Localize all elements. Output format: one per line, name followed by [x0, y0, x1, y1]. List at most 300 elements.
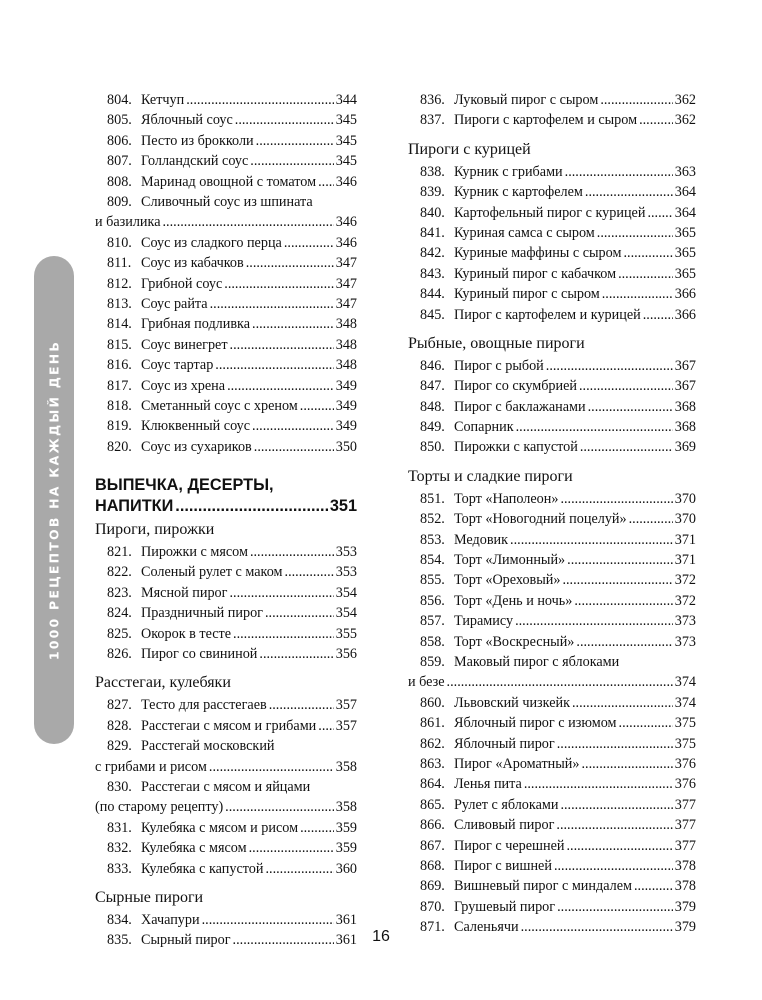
entry-number: 863. — [420, 755, 445, 772]
entry-title: Торт «День и ночь» — [454, 592, 573, 609]
toc-list-cheese-cont — [408, 90, 696, 131]
dot-leader — [565, 162, 673, 182]
entry-number: 832. — [107, 840, 132, 857]
entry-number: 833. — [107, 860, 132, 877]
entry-title: Соус из сладкого перца — [141, 234, 282, 251]
entry-page: 359 — [335, 840, 357, 857]
entry-title: Вишневый пирог с миндалем — [454, 878, 632, 895]
entry-title: Пирог с баклажанами — [454, 398, 586, 415]
toc-entry — [95, 172, 357, 192]
toc-entry — [408, 774, 696, 794]
subsection-heading: Пироги с курицей — [408, 140, 531, 158]
entry-page: 372 — [674, 592, 696, 609]
entry-title: Соус тартар — [141, 357, 214, 374]
entry-number: 870. — [420, 898, 445, 915]
entry-title-continued: и базилика — [95, 214, 161, 231]
entry-page: 377 — [674, 817, 696, 834]
toc-entry — [95, 335, 357, 355]
toc-entry — [95, 644, 357, 664]
dot-leader — [259, 644, 333, 664]
toc-list-rasstegai — [95, 695, 357, 736]
entry-page: 349 — [335, 377, 357, 394]
entry-number: 839. — [420, 184, 445, 201]
dot-leader — [566, 836, 672, 856]
entry-page: 373 — [674, 613, 696, 630]
entry-number: 866. — [420, 817, 445, 834]
entry-number: 837. — [420, 112, 445, 129]
toc-entry — [408, 591, 696, 611]
entry-title: Яблочный пирог с изюмом — [454, 715, 617, 732]
entry-number: 822. — [107, 564, 132, 581]
dot-leader — [318, 172, 334, 192]
entry-title: Сырный пирог — [141, 932, 231, 949]
dot-leader — [618, 264, 673, 284]
entry-page: 362 — [674, 112, 696, 129]
entry-number: 835. — [107, 932, 132, 949]
toc-entry-830 — [95, 777, 357, 818]
entry-number: 842. — [420, 245, 445, 262]
entry-number: 855. — [420, 572, 445, 589]
toc-entry — [408, 489, 696, 509]
dot-leader — [229, 583, 333, 603]
toc-entry — [95, 233, 357, 253]
dot-leader — [265, 603, 334, 623]
toc-entry — [95, 314, 357, 334]
entry-page: 346 — [335, 234, 357, 251]
dot-leader — [250, 542, 334, 562]
entry-page: 366 — [674, 286, 696, 303]
entry-title: Соус из кабачков — [141, 255, 244, 272]
entry-title-continued: и безе — [408, 674, 445, 691]
entry-number: 838. — [420, 163, 445, 180]
dot-leader — [567, 550, 673, 570]
entry-page: 368 — [674, 398, 696, 415]
entry-title: Торт «Новогодний поцелуй» — [454, 511, 627, 528]
entry-title: Пирог с картофелем и курицей — [454, 306, 641, 323]
toc-entry — [408, 734, 696, 754]
toc-entry — [95, 838, 357, 858]
entry-page: 364 — [674, 184, 696, 201]
entry-number: 848. — [420, 398, 445, 415]
toc-entry — [408, 110, 696, 130]
dot-leader — [210, 294, 334, 314]
entry-number: 805. — [107, 112, 132, 129]
entry-title: Маринад овощной с томатом — [141, 173, 317, 190]
entry-page: 368 — [674, 419, 696, 436]
toc-entry-809 — [95, 192, 357, 233]
entry-number: 836. — [420, 92, 445, 108]
entry-title: Пирог со скумбрией — [454, 378, 577, 395]
toc-entry — [95, 562, 357, 582]
toc-entry — [95, 253, 357, 273]
toc-entry — [408, 223, 696, 243]
entry-page: 358 — [335, 758, 357, 775]
entry-title: Торт «Ореховый» — [454, 572, 561, 589]
entry-page: 348 — [335, 316, 357, 333]
section-heading-line: НАПИТКИ — [95, 497, 174, 516]
entry-number: 815. — [107, 336, 132, 353]
toc-entry — [95, 416, 357, 436]
entry-page: 369 — [674, 439, 696, 456]
entry-number: 853. — [420, 531, 445, 548]
dot-leader — [597, 223, 673, 243]
entry-number: 869. — [420, 878, 445, 895]
entry-number: 825. — [107, 625, 132, 642]
dot-leader — [269, 695, 334, 715]
toc-entry — [408, 754, 696, 774]
entry-number: 862. — [420, 735, 445, 752]
entry-number: 857. — [420, 613, 445, 630]
entry-title: Яблочный соус — [141, 112, 233, 129]
entry-title: Картофельный пирог с курицей — [454, 204, 646, 221]
dot-leader — [647, 203, 672, 223]
entry-number: 851. — [420, 490, 445, 507]
dot-leader — [209, 757, 334, 777]
entry-title: Сливовый пирог — [454, 817, 555, 834]
entry-page: 347 — [335, 255, 357, 272]
entry-page: 376 — [674, 755, 696, 772]
entry-number: 859. — [420, 653, 445, 670]
page-number: 16 — [372, 928, 390, 945]
entry-number: 861. — [420, 715, 445, 732]
toc-entry — [408, 284, 696, 304]
entry-number: 810. — [107, 234, 132, 251]
entry-page: 365 — [674, 224, 696, 241]
subsection-heading: Рыбные, овощные пироги — [408, 334, 585, 352]
toc-entry — [408, 570, 696, 590]
toc-entry — [408, 815, 696, 835]
entry-page: 350 — [335, 438, 357, 455]
entry-number: 844. — [420, 286, 445, 303]
entry-title: Клюквенный соус — [141, 418, 251, 435]
dot-leader — [447, 672, 673, 692]
dot-leader — [227, 376, 334, 396]
entry-title: Сливочный соус из шпината — [141, 193, 313, 210]
toc-entry — [95, 90, 357, 110]
entry-title: Куриный пирог с сыром — [454, 286, 600, 303]
dot-leader — [639, 110, 673, 130]
entry-page: 360 — [335, 860, 357, 877]
dot-leader — [516, 417, 673, 437]
dot-leader — [546, 356, 673, 376]
entry-page: 347 — [335, 295, 357, 312]
entry-number: 807. — [107, 153, 132, 170]
entry-page: 344 — [335, 92, 357, 108]
entry-title: Львовский чизкейк — [454, 694, 570, 711]
toc-list-pirogi — [95, 542, 357, 664]
entry-page: 379 — [674, 898, 696, 915]
toc-entry — [95, 695, 357, 715]
entry-page: 354 — [335, 584, 357, 601]
entry-number: 821. — [107, 544, 132, 561]
entry-title: Пирог с рыбой — [454, 357, 544, 374]
entry-title: Луковый пирог с сыром — [454, 92, 599, 108]
entry-title: Куриный пирог с кабачком — [454, 265, 617, 282]
toc-entry — [408, 243, 696, 263]
entry-title: Пирог с вишней — [454, 857, 552, 874]
dot-leader — [585, 182, 673, 202]
dot-leader — [600, 90, 672, 110]
toc-list-sauces — [95, 90, 357, 192]
toc-entry — [408, 611, 696, 631]
toc-entry-829 — [95, 736, 357, 777]
toc-entry — [95, 355, 357, 375]
entry-title: Тирамису — [454, 613, 514, 630]
dot-leader — [602, 284, 673, 304]
toc-entry — [95, 583, 357, 603]
dot-leader — [265, 859, 333, 879]
entry-title: Кетчуп — [141, 92, 185, 108]
entry-number: 809. — [107, 193, 132, 210]
entry-page: 353 — [335, 544, 357, 561]
toc-entry — [95, 603, 357, 623]
entry-page: 365 — [674, 265, 696, 282]
dot-leader — [560, 489, 672, 509]
entry-title: Праздничный пирог — [141, 605, 263, 622]
dot-leader — [163, 212, 334, 232]
entry-page: 377 — [674, 837, 696, 854]
entry-number: 864. — [420, 776, 445, 793]
entry-number: 814. — [107, 316, 132, 333]
dot-leader — [560, 795, 672, 815]
dot-leader — [581, 754, 672, 774]
toc-entry — [408, 397, 696, 417]
dot-leader — [572, 693, 673, 713]
entry-page: 361 — [335, 911, 357, 928]
entry-title: Хачапури — [141, 911, 200, 928]
entry-page: 346 — [335, 173, 357, 190]
entry-title: Торт «Воскресный» — [454, 633, 575, 650]
entry-page: 375 — [674, 735, 696, 752]
entry-title: Соус из хрена — [141, 377, 226, 394]
entry-number: 817. — [107, 377, 132, 394]
entry-title: Соленый рулет с маком — [141, 564, 283, 581]
entry-number: 868. — [420, 857, 445, 874]
dot-leader — [524, 774, 673, 794]
entry-page: 370 — [674, 490, 696, 507]
dot-leader — [556, 815, 672, 835]
entry-title: Медовик — [454, 531, 509, 548]
entry-page: 363 — [674, 163, 696, 180]
entry-page: 355 — [335, 625, 357, 642]
entry-title: Кулебяка с капустой — [141, 860, 264, 877]
dot-leader — [224, 274, 333, 294]
entry-page: 345 — [335, 112, 357, 129]
toc-entry — [95, 151, 357, 171]
toc-entry — [408, 550, 696, 570]
section-heading-line: ВЫПЕЧКА, ДЕСЕРТЫ, — [95, 476, 274, 495]
entry-title: Голландский соус — [141, 153, 249, 170]
entry-title: Расстегай московский — [141, 738, 275, 755]
entry-number: 823. — [107, 584, 132, 601]
entry-title-continued: с грибами и рисом — [95, 758, 207, 775]
toc-entry — [408, 162, 696, 182]
entry-page: 367 — [674, 378, 696, 395]
section-page: 351 — [329, 497, 357, 516]
toc-column-left — [95, 90, 357, 951]
toc-entry — [408, 182, 696, 202]
toc-entry — [95, 110, 357, 130]
toc-entry — [408, 305, 696, 325]
entry-title: Расстегаи с мясом и яйцами — [141, 779, 311, 795]
toc-list-chicken — [408, 162, 696, 325]
entry-number: 852. — [420, 511, 445, 528]
entry-number: 871. — [420, 919, 445, 936]
entry-page: 348 — [335, 336, 357, 353]
entry-number: 834. — [107, 911, 132, 928]
entry-title: Пирожки с капустой — [454, 439, 578, 456]
entry-page: 346 — [335, 214, 357, 231]
entry-number: 804. — [107, 92, 132, 108]
entry-number: 820. — [107, 438, 132, 455]
entry-title: Пирог со свининой — [141, 646, 258, 663]
entry-page: 353 — [335, 564, 357, 581]
entry-page: 345 — [335, 153, 357, 170]
dot-leader — [175, 496, 328, 517]
dot-leader — [634, 876, 673, 896]
toc-entry — [408, 795, 696, 815]
entry-number: 847. — [420, 378, 445, 395]
entry-number: 806. — [107, 132, 132, 149]
toc-entry — [95, 376, 357, 396]
dot-leader — [318, 716, 333, 736]
dot-leader — [252, 314, 334, 334]
entry-title: Грибная подливка — [141, 316, 251, 333]
entry-page: 362 — [674, 92, 696, 108]
entry-number: 813. — [107, 295, 132, 312]
dot-leader — [557, 734, 673, 754]
entry-number: 843. — [420, 265, 445, 282]
entry-page: 376 — [674, 776, 696, 793]
dot-leader — [285, 562, 334, 582]
toc-entry — [408, 856, 696, 876]
toc-list-cakes — [408, 489, 696, 652]
entry-title: Торт «Наполеон» — [454, 490, 559, 507]
entry-page: 354 — [335, 605, 357, 622]
entry-page: 371 — [674, 552, 696, 569]
entry-title: Сметанный соус с хреном — [141, 397, 298, 414]
entry-number: 841. — [420, 224, 445, 241]
entry-title: Пироги с картофелем и сыром — [454, 112, 638, 129]
entry-number: 816. — [107, 357, 132, 374]
entry-title: Рулет с яблоками — [454, 796, 559, 813]
toc-entry — [95, 624, 357, 644]
dot-leader — [300, 818, 334, 838]
dot-leader — [250, 151, 333, 171]
entry-number: 819. — [107, 418, 132, 435]
entry-number: 831. — [107, 819, 132, 836]
entry-number: 829. — [107, 738, 132, 755]
entry-title: Соус винегрет — [141, 336, 228, 353]
toc-entry — [408, 356, 696, 376]
dot-leader — [623, 243, 672, 263]
dot-leader — [562, 570, 672, 590]
toc-list-sauces-2 — [95, 233, 357, 457]
entry-title: Торт «Лимонный» — [454, 552, 566, 569]
entry-title: Соус райта — [141, 295, 208, 312]
toc-entry — [408, 376, 696, 396]
entry-title: Кулебяка с мясом — [141, 840, 247, 857]
dot-leader — [574, 591, 672, 611]
dot-leader — [252, 416, 334, 436]
entry-page: 347 — [335, 275, 357, 292]
entry-page: 378 — [674, 878, 696, 895]
dot-leader — [515, 611, 673, 631]
toc-entry — [95, 396, 357, 416]
entry-page: 373 — [674, 633, 696, 650]
entry-page: 357 — [335, 717, 357, 734]
toc-entry — [95, 294, 357, 314]
entry-page: 349 — [335, 397, 357, 414]
entry-title: Песто из брокколи — [141, 132, 254, 149]
dot-leader — [300, 396, 334, 416]
dot-leader — [643, 305, 673, 325]
entry-page: 367 — [674, 357, 696, 374]
toc-column-right — [408, 90, 696, 937]
entry-title: Маковый пирог с яблоками — [454, 653, 620, 670]
side-tab-label: 1000 РЕЦЕПТОВ НА КАЖДЫЙ ДЕНЬ — [46, 339, 62, 661]
dot-leader — [629, 509, 673, 529]
entry-number: 808. — [107, 173, 132, 190]
entry-page: 377 — [674, 796, 696, 813]
dot-leader — [254, 437, 334, 457]
entry-number: 827. — [107, 697, 132, 714]
toc-entry — [408, 417, 696, 437]
entry-number: 850. — [420, 439, 445, 456]
toc-entry — [95, 542, 357, 562]
dot-leader — [557, 897, 673, 917]
toc-entry — [408, 632, 696, 652]
toc-entry — [408, 693, 696, 713]
dot-leader — [619, 713, 673, 733]
entry-title: Куриная самса с сыром — [454, 224, 595, 241]
entry-page: 375 — [674, 715, 696, 732]
entry-number: 849. — [420, 419, 445, 436]
entry-number: 828. — [107, 717, 132, 734]
entry-number: 811. — [107, 255, 132, 272]
entry-title: Сопарник — [454, 419, 514, 436]
entry-title: Пирог «Ароматный» — [454, 755, 580, 772]
entry-title: Кулебяка с мясом и рисом — [141, 819, 299, 836]
dot-leader — [233, 624, 334, 644]
entry-number: 867. — [420, 837, 445, 854]
entry-page: 372 — [674, 572, 696, 589]
toc-entry — [95, 274, 357, 294]
dot-leader — [579, 376, 673, 396]
entry-page: 370 — [674, 511, 696, 528]
toc-entry — [408, 203, 696, 223]
dot-leader — [235, 110, 334, 130]
entry-page: 365 — [674, 245, 696, 262]
toc-list-kulebyaki — [95, 818, 357, 879]
entry-title: Яблочный пирог — [454, 735, 555, 752]
entry-page: 364 — [674, 204, 696, 221]
entry-title: Окорок в тесте — [141, 625, 232, 642]
entry-title: Куриные маффины с сыром — [454, 245, 622, 262]
entry-number: 854. — [420, 552, 445, 569]
entry-page: 361 — [335, 932, 357, 949]
dot-leader — [510, 530, 673, 550]
entry-title: Пирог с черешней — [454, 837, 565, 854]
entry-title-continued: (по старому рецепту) — [95, 799, 224, 816]
entry-title: Курник с картофелем — [454, 184, 583, 201]
toc-list-cakes-2 — [408, 693, 696, 938]
entry-title: Грибной соус — [141, 275, 223, 292]
entry-page: 379 — [674, 919, 696, 936]
entry-title: Расстегаи с мясом и грибами — [141, 717, 317, 734]
toc-entry — [408, 437, 696, 457]
entry-number: 840. — [420, 204, 445, 221]
